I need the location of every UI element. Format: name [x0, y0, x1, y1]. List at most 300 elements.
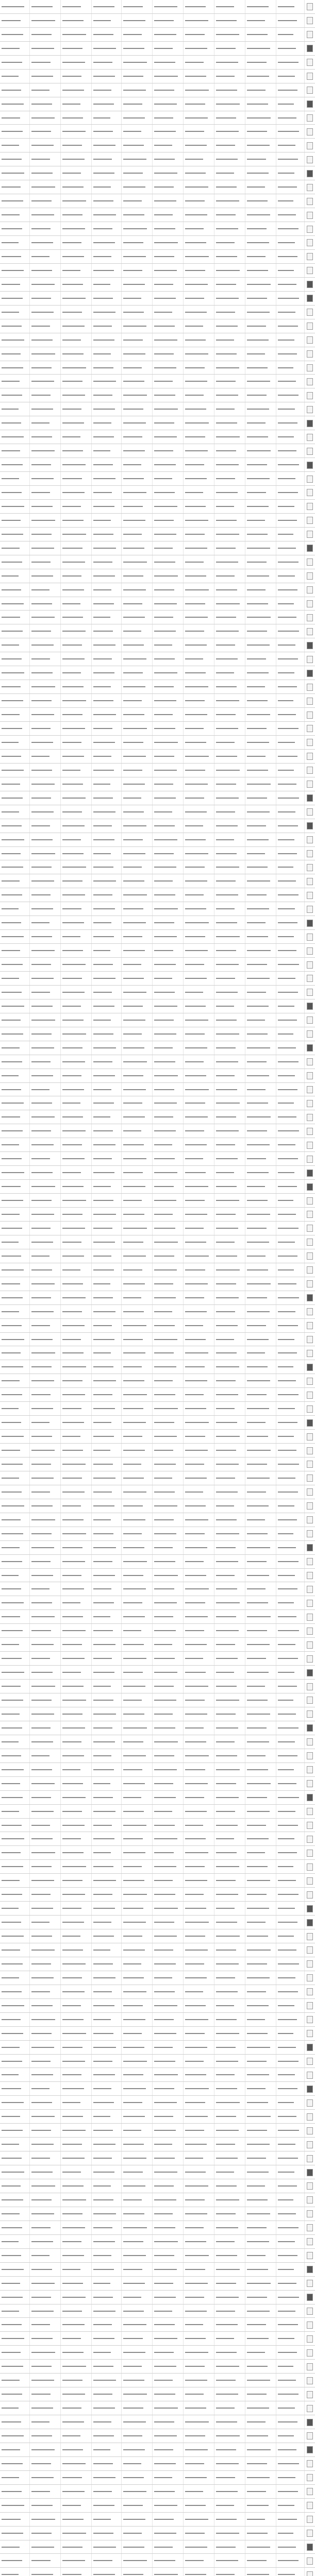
table-cell — [30, 958, 61, 971]
cell-text-line — [62, 2088, 84, 2089]
cell-text-line — [185, 2019, 208, 2020]
table-cell — [276, 888, 305, 902]
cell-text-line — [62, 1478, 82, 1479]
cell-text-line — [123, 1422, 146, 1423]
table-cell — [245, 722, 276, 735]
table-cell — [30, 1416, 61, 1429]
cell-text-line — [123, 312, 144, 313]
cell-text-line — [247, 756, 266, 757]
table-cell — [184, 2554, 214, 2567]
cell-text-line — [278, 2019, 297, 2020]
cell-text-line — [278, 1478, 295, 1479]
cell-text-line — [185, 2144, 207, 2145]
thumbnail-icon — [307, 1738, 313, 1745]
cell-text-line — [216, 1686, 237, 1687]
table-cell — [61, 180, 92, 194]
cell-text-line — [123, 1630, 141, 1631]
table-cell — [245, 514, 276, 527]
cell-text-line — [278, 2158, 298, 2159]
table-cell — [276, 458, 305, 471]
cell-text-line — [62, 173, 81, 174]
table-cell — [184, 847, 214, 860]
table-cell — [30, 2027, 61, 2040]
cell-text-line — [93, 1144, 115, 1145]
cell-text-line — [278, 2533, 293, 2534]
cell-text-line — [123, 1047, 144, 1048]
cell-text-line — [154, 575, 178, 577]
table-cell — [122, 1110, 153, 1124]
table-cell — [61, 1805, 92, 1818]
cell-text-line — [31, 1963, 51, 1964]
cell-text-line — [185, 922, 209, 923]
table-cell — [92, 2193, 122, 2207]
table-cell — [153, 1138, 184, 1151]
cell-text-line — [185, 742, 206, 743]
cell-text-line — [123, 1352, 145, 1353]
table-cell — [184, 1305, 214, 1318]
table-cell — [153, 388, 184, 402]
cell-text-line — [93, 548, 116, 549]
table-cell — [153, 569, 184, 583]
table-cell — [92, 1777, 122, 1790]
table-cell — [92, 514, 122, 527]
table-cell — [0, 1916, 30, 1929]
table-cell — [0, 736, 30, 749]
table-cell — [276, 944, 305, 957]
cell-text-line — [185, 1505, 206, 1506]
table-row — [0, 708, 315, 722]
cell-text-line — [185, 1880, 207, 1881]
cell-text-line — [2, 1422, 21, 1423]
table-cell — [214, 1319, 245, 1332]
table-cell — [245, 847, 276, 860]
cell-text-line — [2, 1339, 24, 1340]
cell-text-line — [154, 1519, 174, 1520]
cell-text-line — [2, 131, 23, 132]
table-cell — [214, 2415, 245, 2429]
table-cell — [92, 1735, 122, 1749]
cell-text-line — [93, 1283, 110, 1284]
table-cell — [245, 250, 276, 263]
table-cell — [30, 624, 61, 638]
table-cell — [184, 1777, 214, 1790]
table-cell — [92, 2540, 122, 2554]
cell-text-line — [93, 1492, 112, 1493]
table-cell — [92, 1499, 122, 1513]
table-cell — [92, 264, 122, 277]
table-cell — [92, 1388, 122, 1401]
cell-text-line — [62, 2199, 86, 2200]
cell-text-line — [216, 742, 235, 743]
table-cell — [153, 944, 184, 957]
table-cell — [0, 847, 30, 860]
table-cell — [184, 194, 214, 208]
cell-text-line — [278, 686, 297, 687]
cell-text-line — [93, 436, 114, 437]
table-cell — [92, 222, 122, 235]
cell-text-line — [62, 2505, 81, 2506]
cell-text-line — [62, 784, 83, 785]
table-row — [0, 2277, 315, 2291]
cell-text-line — [154, 1075, 178, 1076]
cell-text-line — [123, 950, 145, 951]
table-cell — [276, 1277, 305, 1291]
thumbnail-icon — [307, 2182, 313, 2190]
cell-text-line — [31, 187, 55, 188]
table-cell — [92, 292, 122, 305]
table-cell — [214, 2291, 245, 2304]
table-cell — [0, 2568, 30, 2576]
table-cell — [153, 306, 184, 319]
cell-text-line — [185, 62, 204, 63]
table-cell — [92, 14, 122, 27]
thumbnail-icon — [307, 2530, 313, 2537]
cell-text-line — [216, 298, 239, 299]
cell-text-line — [123, 1103, 142, 1104]
table-cell — [184, 2096, 214, 2109]
table-cell — [0, 888, 30, 902]
cell-text-line — [123, 1658, 146, 1659]
table-cell — [276, 14, 305, 27]
cell-text-line — [2, 2324, 22, 2325]
table-cell — [214, 388, 245, 402]
cell-text-line — [31, 534, 52, 535]
thumbnail-icon — [307, 961, 313, 969]
table-cell — [30, 2540, 61, 2554]
cell-text-line — [185, 672, 206, 673]
cell-text-line — [123, 1908, 143, 1909]
cell-text-line — [2, 1297, 23, 1298]
cell-text-line — [31, 2019, 55, 2020]
thumbnail-icon — [307, 656, 313, 663]
cell-text-line — [154, 2533, 176, 2534]
table-cell — [30, 2249, 61, 2262]
table-cell — [245, 1305, 276, 1318]
cell-text-line — [278, 714, 296, 715]
table-cell — [153, 2415, 184, 2429]
table-cell — [214, 14, 245, 27]
thumbnail-icon — [307, 1156, 313, 1163]
table-cell — [30, 569, 61, 583]
table-cell — [214, 347, 245, 361]
thumbnail-icon — [307, 739, 313, 746]
cell-text-line — [31, 2283, 55, 2284]
table-cell — [92, 333, 122, 347]
cell-text-line — [247, 686, 265, 687]
table-row — [0, 1208, 315, 1222]
cell-text-line — [31, 2324, 50, 2325]
cell-text-line — [31, 1228, 51, 1229]
table-cell — [122, 1693, 153, 1707]
table-cell — [0, 1485, 30, 1499]
table-cell — [153, 292, 184, 305]
table-row — [0, 1430, 315, 1444]
table-cell — [153, 2485, 184, 2498]
cell-text-line — [185, 839, 206, 840]
cell-text-line — [154, 1783, 173, 1784]
table-cell — [276, 528, 305, 541]
cell-text-line — [216, 422, 237, 423]
cell-text-line — [31, 950, 55, 951]
thumbnail-icon — [307, 364, 313, 371]
table-cell — [61, 1693, 92, 1707]
table-row — [0, 1916, 315, 1929]
table-cell — [276, 1638, 305, 1651]
table-cell — [245, 1763, 276, 1776]
cell-text-line — [93, 2435, 114, 2436]
cell-text-line — [62, 2144, 82, 2145]
table-cell — [276, 2304, 305, 2318]
table-cell — [245, 1096, 276, 1110]
table-cell — [0, 1874, 30, 1887]
table-cell — [122, 944, 153, 957]
table-cell — [184, 708, 214, 721]
table-cell — [30, 1763, 61, 1776]
table-cell — [276, 2429, 305, 2443]
table-cell — [92, 958, 122, 971]
cell-text-line — [185, 631, 204, 632]
table-cell — [92, 2124, 122, 2137]
cell-text-line — [123, 2074, 143, 2075]
cell-text-line — [185, 256, 209, 257]
table-cell — [153, 1929, 184, 1943]
cell-text-line — [247, 2005, 269, 2006]
cell-text-line — [247, 950, 271, 951]
table-row — [0, 1638, 315, 1652]
table-cell — [245, 1499, 276, 1513]
cell-text-line — [216, 228, 238, 229]
table-cell — [61, 777, 92, 791]
table-cell — [214, 1582, 245, 1596]
cell-text-line — [2, 228, 22, 229]
cell-text-line — [216, 1033, 239, 1035]
cell-text-line — [62, 686, 84, 687]
table-cell — [184, 805, 214, 819]
table-cell — [214, 1999, 245, 2012]
table-cell — [276, 70, 305, 83]
table-cell — [122, 2055, 153, 2068]
table-cell — [245, 569, 276, 583]
table-cell — [184, 2429, 214, 2443]
cell-text-line — [123, 2519, 145, 2520]
thumbnail-icon — [307, 517, 313, 524]
cell-text-line — [93, 1380, 116, 1381]
thumbnail-icon — [307, 1780, 313, 1787]
cell-text-line — [93, 2380, 116, 2381]
cell-text-line — [185, 784, 208, 785]
table-cell — [0, 2554, 30, 2567]
cell-text-line — [185, 2158, 203, 2159]
cell-text-line — [123, 1588, 146, 1589]
table-cell — [61, 430, 92, 444]
cell-text-line — [62, 436, 80, 437]
table-cell — [245, 1333, 276, 1346]
table-cell — [61, 2082, 92, 2095]
cell-text-line — [247, 2047, 270, 2048]
table-cell — [214, 1194, 245, 1207]
cell-text-line — [31, 964, 51, 965]
cell-text-line — [154, 1464, 176, 1465]
cell-text-line — [2, 2227, 22, 2228]
table-cell — [153, 736, 184, 749]
table-cell — [245, 2277, 276, 2290]
cell-text-line — [185, 1436, 205, 1437]
cell-text-line — [154, 506, 177, 507]
table-cell — [30, 916, 61, 929]
cell-text-line — [31, 1089, 49, 1090]
cell-text-line — [247, 1505, 269, 1506]
cell-text-line — [216, 1922, 237, 1923]
table-cell — [214, 1333, 245, 1346]
table-cell — [0, 1707, 30, 1721]
table-cell — [0, 1999, 30, 2012]
cell-text-line — [278, 2144, 295, 2145]
table-row — [0, 694, 315, 708]
cell-text-line — [93, 1450, 110, 1451]
table-cell — [92, 1194, 122, 1207]
cell-text-line — [154, 798, 176, 799]
cell-text-line — [123, 867, 142, 868]
cell-text-line — [278, 2366, 293, 2367]
thumbnail-icon — [307, 1447, 313, 1454]
cell-text-line — [93, 353, 111, 354]
table-row — [0, 486, 315, 500]
cell-text-line — [154, 2338, 177, 2339]
table-cell — [0, 555, 30, 569]
table-cell — [0, 1444, 30, 1457]
cell-text-line — [278, 1103, 294, 1104]
table-cell — [214, 1374, 245, 1387]
table-cell — [122, 1360, 153, 1374]
table-cell — [153, 1374, 184, 1387]
table-cell — [61, 1222, 92, 1235]
table-cell — [61, 999, 92, 1013]
table-cell — [122, 1999, 153, 2012]
table-cell — [153, 180, 184, 194]
table-cell — [30, 208, 61, 222]
table-cell — [184, 2332, 214, 2345]
table-cell — [214, 1777, 245, 1790]
thumbnail-icon — [307, 684, 313, 691]
cell-text-line — [216, 520, 237, 521]
cell-text-line — [247, 1214, 270, 1215]
table-row — [0, 56, 315, 70]
cell-text-line — [93, 2199, 113, 2200]
cell-text-line — [216, 2255, 237, 2256]
table-cell — [122, 306, 153, 319]
table-cell — [276, 2415, 305, 2429]
cell-text-line — [185, 534, 205, 535]
cell-text-line — [185, 214, 207, 215]
cell-text-line — [31, 1783, 55, 1784]
cell-text-line — [247, 228, 267, 229]
cell-text-line — [154, 1630, 176, 1631]
table-cell — [92, 1666, 122, 1679]
cell-text-line — [62, 770, 80, 771]
cell-text-line — [278, 894, 299, 895]
cell-text-line — [154, 825, 175, 826]
cell-text-line — [185, 1269, 205, 1270]
cell-text-line — [62, 589, 84, 590]
cell-text-line — [185, 658, 203, 659]
table-cell — [245, 458, 276, 471]
cell-text-line — [216, 1297, 239, 1298]
cell-text-line — [93, 686, 111, 687]
cell-text-line — [123, 1616, 145, 1617]
table-row — [0, 1888, 315, 1902]
cell-text-line — [123, 894, 147, 895]
cell-text-line — [123, 1311, 144, 1312]
table-cell — [122, 1680, 153, 1693]
table-row — [0, 1096, 315, 1110]
table-cell — [92, 2179, 122, 2193]
cell-text-line — [31, 131, 51, 132]
table-cell — [214, 2443, 245, 2456]
table-cell — [214, 1027, 245, 1041]
table-cell — [214, 2277, 245, 2290]
table-cell — [0, 611, 30, 624]
cell-text-line — [93, 1047, 116, 1048]
table-cell — [245, 1693, 276, 1707]
table-cell — [30, 2346, 61, 2359]
cell-text-line — [31, 672, 53, 673]
cell-text-line — [123, 2449, 145, 2450]
cell-text-line — [278, 1950, 296, 1951]
cell-text-line — [278, 1783, 296, 1784]
table-cell — [122, 1777, 153, 1790]
table-cell — [122, 1943, 153, 1957]
table-row — [0, 1541, 315, 1555]
table-cell — [122, 222, 153, 235]
table-cell — [153, 472, 184, 485]
cell-text-line — [247, 2033, 268, 2034]
table-cell — [0, 1957, 30, 1971]
table-cell — [0, 1749, 30, 1762]
cell-text-line — [278, 922, 297, 923]
cell-text-line — [2, 742, 19, 743]
cell-text-line — [93, 1089, 111, 1090]
table-cell — [92, 2360, 122, 2373]
cell-text-line — [62, 2366, 86, 2367]
cell-text-line — [278, 326, 298, 327]
thumbnail-icon — [307, 975, 313, 982]
cell-text-line — [216, 1630, 239, 1631]
table-cell — [153, 111, 184, 125]
table-row — [0, 375, 315, 388]
cell-text-line — [123, 575, 143, 577]
table-row — [0, 902, 315, 916]
table-cell — [0, 2110, 30, 2123]
cell-text-line — [185, 1644, 207, 1645]
cell-text-line — [2, 784, 20, 785]
thumbnail-icon — [307, 850, 313, 857]
table-cell — [92, 791, 122, 805]
cell-text-line — [216, 1741, 235, 1742]
cell-text-line — [31, 2297, 51, 2298]
table-cell — [153, 278, 184, 291]
cell-text-line — [62, 603, 80, 604]
cell-text-line — [123, 534, 142, 535]
table-cell — [276, 1832, 305, 1845]
table-cell — [153, 2443, 184, 2456]
table-cell — [122, 1527, 153, 1540]
table-cell — [245, 1916, 276, 1929]
table-cell — [61, 916, 92, 929]
table-cell — [61, 2068, 92, 2081]
table-row — [0, 1069, 315, 1083]
cell-text-line — [216, 2533, 239, 2534]
cell-text-line — [185, 1908, 206, 1909]
